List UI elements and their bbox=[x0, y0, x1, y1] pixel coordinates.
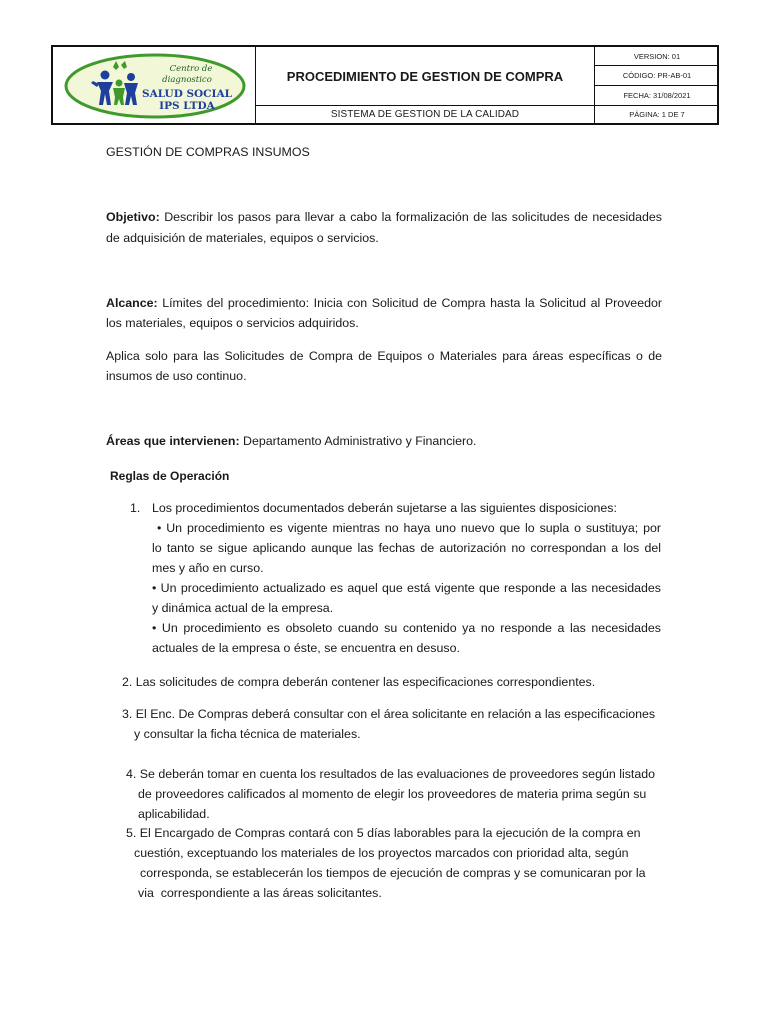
objetivo-label: Objetivo: bbox=[106, 210, 160, 224]
aplica-line-2: insumos de uso continuo. bbox=[106, 369, 247, 383]
alcance-line-2: los materiales, equipos o servicios adquiridos. bbox=[106, 316, 359, 330]
rule-1-bullet-1-line-3: mes y año en curso. bbox=[152, 561, 264, 575]
page-label: PÁGINA: 1 DE 7 bbox=[629, 110, 685, 119]
rule-1-number: 1. bbox=[130, 501, 141, 515]
objetivo-line-1 bbox=[106, 207, 662, 227]
svg-text:Centro de: Centro de bbox=[169, 64, 213, 74]
rule-1-bullet-2-line-2: y dinámica actual de la empresa. bbox=[152, 601, 334, 615]
section-heading: GESTIÓN DE COMPRAS INSUMOS bbox=[106, 145, 310, 159]
rule-1-text: Los procedimientos documentados deberán sujetarse a las siguientes disposiciones: bbox=[152, 501, 617, 515]
rule-1-bullet-1-line-1: • Un procedimiento es vigente mientras no haya uno nuevo que lo supla o sustituya; por bbox=[157, 521, 661, 535]
rule-3-line-1: 3. El Enc. De Compras deberá consultar con el área solicitante en relación a las especificaciones bbox=[122, 707, 656, 721]
rule-4-line-3: aplicabilidad. bbox=[138, 807, 210, 821]
quality-system-label: SISTEMA DE GESTION DE LA CALIDAD bbox=[330, 109, 520, 120]
alcance-label: Alcance: bbox=[106, 296, 158, 310]
company-logo bbox=[63, 53, 247, 119]
areas-line bbox=[106, 431, 477, 451]
rule-1-bullet-1-line-2: lo tanto se sigue aplicando aunque las fechas de autorización no correspondan a los del bbox=[152, 541, 661, 555]
alcance-line-1 bbox=[106, 293, 662, 313]
objetivo-text: Describir los pasos para llevar a cabo la formalización de las solicitudes de necesidades bbox=[159, 210, 662, 224]
document-header-table bbox=[51, 45, 719, 125]
rule-1-bullet-3-line-1: • Un procedimiento es obsoleto cuando su contenido ya no responde a las necesidades bbox=[152, 621, 661, 635]
rule-5-line-2: cuestión, exceptuando los materiales de los proyectos marcados con prioridad alta, según bbox=[134, 846, 629, 860]
code-label: CÓDIGO: PR-AB-01 bbox=[622, 71, 692, 80]
rule-5-line-1: 5. El Encargado de Compras contará con 5 días laborables para la ejecución de la compra en bbox=[126, 826, 641, 840]
aplica-line-1: Aplica solo para las Solicitudes de Compra de Equipos o Materiales para áreas específicas o de bbox=[106, 349, 662, 363]
rule-5-line-4: via correspondiente a las áreas solicitantes. bbox=[138, 886, 382, 900]
rule-4-line-2: de proveedores calificados al momento de elegir los proveedores de materia prima según su bbox=[138, 787, 647, 801]
rule-1-bullet-3-line-2: actuales de la empresa o éste, se encuentra en desuso. bbox=[152, 641, 460, 655]
document-title: PROCEDIMIENTO DE GESTION DE COMPRA bbox=[286, 68, 564, 84]
rule-3-line-2: y consultar la ficha técnica de materiales. bbox=[134, 727, 361, 741]
date-label: FECHA: 31/08/2021 bbox=[623, 91, 691, 100]
reglas-heading: Reglas de Operación bbox=[110, 469, 230, 483]
svg-text:IPS LTDA: IPS LTDA bbox=[159, 100, 215, 112]
svg-text:diagnostico: diagnostico bbox=[162, 75, 212, 85]
svg-text:SALUD SOCIAL: SALUD SOCIAL bbox=[142, 88, 232, 100]
logo-graphic bbox=[63, 53, 247, 119]
rule-5-line-3: corresponda, se establecerán los tiempos de ejecución de compras y se comunicaran por la bbox=[140, 866, 646, 880]
rule-4-line-1: 4. Se deberán tomar en cuenta los resultados de las evaluaciones de proveedores según listado bbox=[126, 767, 656, 781]
alcance-text: Límites del procedimiento: Inicia con Solicitud de Compra hasta la Solicitud al Proveedor bbox=[157, 296, 662, 310]
rule-1-bullet-2-line-1: • Un procedimiento actualizado es aquel que está vigente que responde a las necesidades bbox=[152, 581, 661, 595]
areas-label: Áreas que intervienen: bbox=[106, 434, 240, 448]
areas-text: Departamento Administrativo y Financiero. bbox=[239, 434, 477, 448]
rule-2-text: 2. Las solicitudes de compra deberán contener las especificaciones correspondientes. bbox=[122, 675, 596, 689]
objetivo-line-2: de adquisición de materiales, equipos o servicios. bbox=[106, 231, 379, 245]
version-label: VERSION: 01 bbox=[633, 51, 681, 61]
